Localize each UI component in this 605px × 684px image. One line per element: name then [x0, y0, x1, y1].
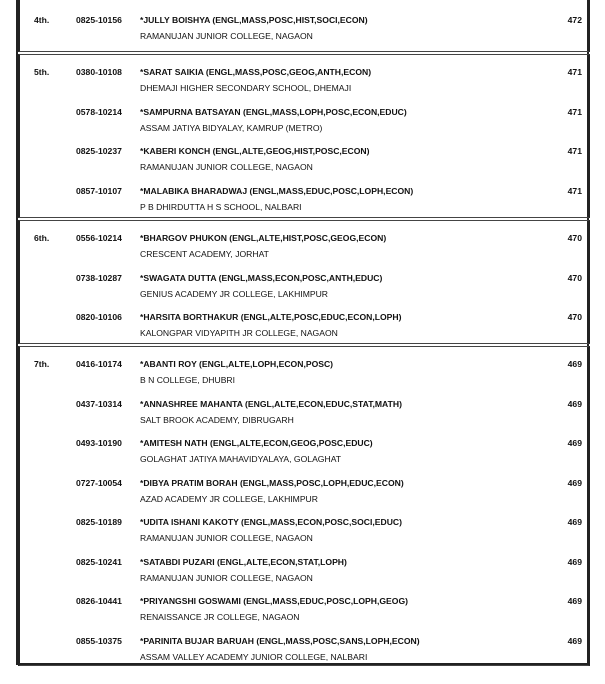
- school-name: ASSAM VALLEY ACADEMY JUNIOR COLLEGE, NALBARI: [140, 651, 368, 662]
- student-entry: [76, 636, 582, 670]
- total-marks: 469: [567, 596, 582, 606]
- student-name: *JULLY BOISHYA (ENGL,MASS,POSC,HIST,SOCI,ECON): [140, 15, 368, 25]
- student-entry: [76, 107, 582, 141]
- student-name: *SATABDI PUZARI (ENGL,ALTE,ECON,STAT,LOPH): [140, 556, 347, 567]
- student-name: *PARINITA BUJAR BARUAH (ENGL,MASS,POSC,SANS,LOPH,ECON): [140, 635, 420, 646]
- school-name: RAMANUJAN JUNIOR COLLEGE, NAGAON: [140, 162, 313, 172]
- total-marks: 471: [567, 106, 582, 117]
- school-name: RAMANUJAN JUNIOR COLLEGE, NAGAON: [140, 31, 313, 41]
- student-name: *HARSITA BORTHAKUR (ENGL,ALTE,POSC,EDUC,ECON,LOPH): [140, 312, 402, 322]
- student-entry: [76, 312, 582, 346]
- student-entry: [76, 596, 582, 630]
- roll-number: 0416-10174: [76, 359, 122, 369]
- school-name: RAMANUJAN JUNIOR COLLEGE, NAGAON: [140, 572, 313, 583]
- roll-number: 0820-10106: [76, 312, 122, 322]
- student-name: *AMITESH NATH (ENGL,ALTE,ECON,GEOG,POSC,EDUC): [140, 438, 373, 448]
- roll-number: 0578-10214: [76, 106, 122, 117]
- roll-number: 0825-10237: [76, 146, 122, 156]
- school-name: DHEMAJI HIGHER SECONDARY SCHOOL, DHEMAJI: [140, 83, 352, 93]
- school-name: KALONGPAR VIDYAPITH JR COLLEGE, NAGAON: [140, 328, 338, 338]
- student-entry: [76, 557, 582, 591]
- total-marks: 469: [567, 438, 582, 448]
- student-entry: [76, 15, 582, 49]
- student-entry: [76, 399, 582, 433]
- student-entry: [76, 233, 582, 267]
- total-marks: 469: [567, 635, 582, 646]
- roll-number: 0826-10441: [76, 596, 122, 606]
- roll-number: 0556-10214: [76, 233, 122, 243]
- rank-label: 7th.: [34, 359, 50, 369]
- student-name: *KABERI KONCH (ENGL,ALTE,GEOG,HIST,POSC,ECON): [140, 146, 370, 156]
- roll-number: 0738-10287: [76, 272, 122, 283]
- school-name: AZAD ACADEMY JR COLLEGE, LAKHIMPUR: [140, 493, 318, 504]
- total-marks: 471: [567, 67, 582, 77]
- school-name: RENAISSANCE JR COLLEGE, NAGAON: [140, 612, 300, 622]
- student-name: *DIBYA PRATIM BORAH (ENGL,MASS,POSC,LOPH,EDUC,ECON): [140, 477, 404, 488]
- rank-group: [18, 54, 590, 218]
- roll-number: 0437-10314: [76, 398, 122, 409]
- total-marks: 469: [567, 556, 582, 567]
- rank-group: [18, 346, 590, 666]
- student-entry: [76, 478, 582, 512]
- rank-group: [18, 220, 590, 344]
- roll-number: 0825-10156: [76, 15, 122, 25]
- student-name: *SWAGATA DUTTA (ENGL,MASS,ECON,POSC,ANTH,EDUC): [140, 272, 383, 283]
- rank-label: 4th.: [34, 15, 50, 25]
- student-name: *UDITA ISHANI KAKOTY (ENGL,MASS,ECON,POSC,SOCI,EDUC): [140, 517, 402, 527]
- total-marks: 470: [567, 312, 582, 322]
- roll-number: 0855-10375: [76, 635, 122, 646]
- student-entry: [76, 273, 582, 307]
- total-marks: 471: [567, 146, 582, 156]
- student-entry: [76, 438, 582, 472]
- roll-number: 0380-10108: [76, 67, 122, 77]
- roll-number: 0727-10054: [76, 477, 122, 488]
- total-marks: 469: [567, 477, 582, 488]
- student-name: *ANNASHREE MAHANTA (ENGL,ALTE,ECON,EDUC,STAT,MATH): [140, 398, 402, 409]
- rank-label: 6th.: [34, 233, 50, 243]
- student-name: *ABANTI ROY (ENGL,ALTE,LOPH,ECON,POSC): [140, 359, 334, 369]
- total-marks: 469: [567, 398, 582, 409]
- roll-number: 0493-10190: [76, 438, 122, 448]
- roll-number: 0825-10189: [76, 517, 122, 527]
- school-name: CRESCENT ACADEMY, JORHAT: [140, 249, 269, 259]
- roll-number: 0857-10107: [76, 185, 122, 196]
- school-name: B N COLLEGE, DHUBRI: [140, 375, 236, 385]
- total-marks: 469: [567, 359, 582, 369]
- student-entry: [76, 67, 582, 101]
- total-marks: 469: [567, 517, 582, 527]
- school-name: GENIUS ACADEMY JR COLLEGE, LAKHIMPUR: [140, 288, 328, 299]
- student-name: *SARAT SAIKIA (ENGL,MASS,POSC,GEOG,ANTH,ECON): [140, 67, 372, 77]
- school-name: ASSAM JATIYA BIDYALAY, KAMRUP (METRO): [140, 122, 323, 133]
- school-name: P B DHIRDUTTA H S SCHOOL, NALBARI: [140, 201, 302, 212]
- student-name: *SAMPURNA BATSAYAN (ENGL,MASS,LOPH,POSC,ECON,EDUC): [140, 106, 407, 117]
- school-name: SALT BROOK ACADEMY, DIBRUGARH: [140, 414, 294, 425]
- student-entry: [76, 186, 582, 220]
- total-marks: 471: [567, 185, 582, 196]
- school-name: GOLAGHAT JATIYA MAHAVIDYALAYA, GOLAGHAT: [140, 454, 342, 464]
- student-name: *BHARGOV PHUKON (ENGL,ALTE,HIST,POSC,GEOG,ECON): [140, 233, 387, 243]
- student-name: *MALABIKA BHARADWAJ (ENGL,MASS,EDUC,POSC,LOPH,ECON): [140, 185, 414, 196]
- school-name: RAMANUJAN JUNIOR COLLEGE, NAGAON: [140, 533, 313, 543]
- student-entry: [76, 146, 582, 180]
- rank-label: 5th.: [34, 67, 50, 77]
- rank-group: [18, 0, 590, 52]
- student-entry: [76, 359, 582, 393]
- total-marks: 470: [567, 233, 582, 243]
- roll-number: 0825-10241: [76, 556, 122, 567]
- student-name: *PRIYANGSHI GOSWAMI (ENGL,MASS,EDUC,POSC,LOPH,GEOG): [140, 596, 409, 606]
- total-marks: 472: [567, 15, 582, 25]
- total-marks: 470: [567, 272, 582, 283]
- student-entry: [76, 517, 582, 551]
